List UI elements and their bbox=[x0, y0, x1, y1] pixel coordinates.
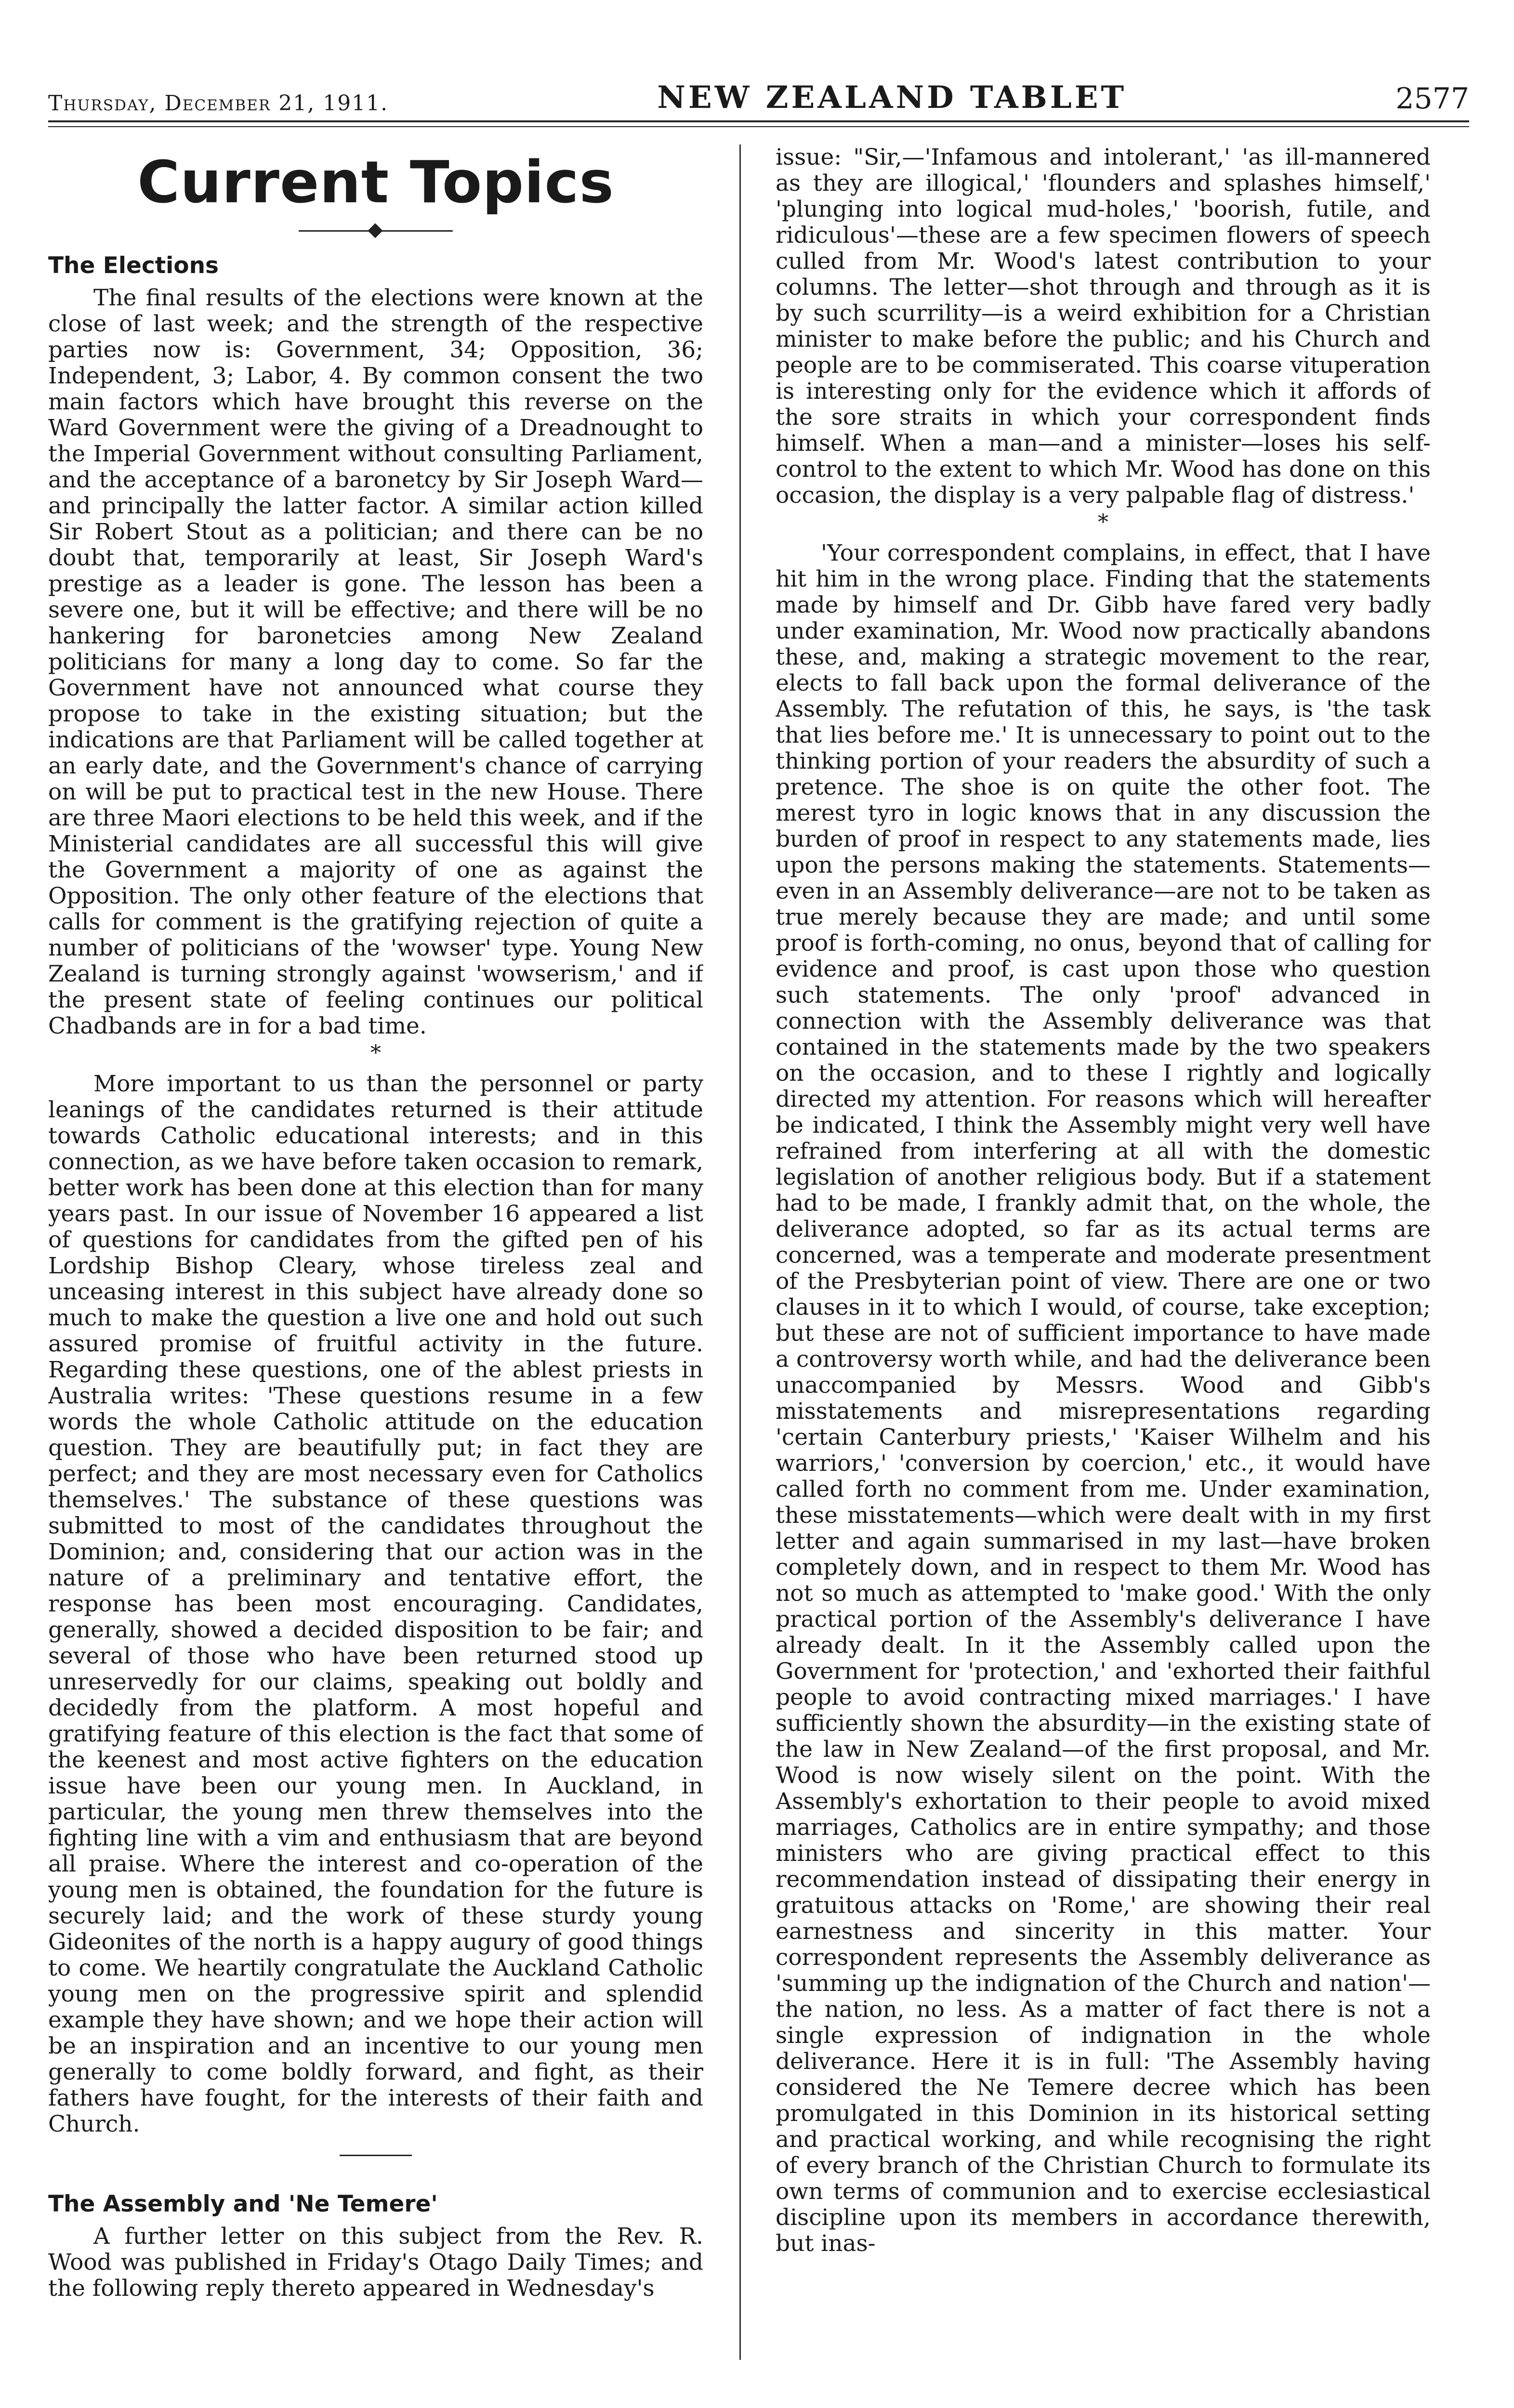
header-rule-thick bbox=[48, 120, 1469, 122]
left-column bbox=[48, 144, 703, 2384]
paragraph: issue: "Sir,—'Infamous and intolerant,' 'as ill-mannered as they are illogical,' 'flounders and splashes himself,' 'plunging into logical mud-holes,' 'boorish, futile, and ridiculous'—these are a few specimen flowers of speech culled from Mr. Wood's latest contribution to your columns. The letter—shot through and through as it is by such scurrility—is a weird exhibition for a Christian minister to make before the public; and his Church and people are to be commiserated. This coarse vituperation is interesting only for the evidence which it affords of the sore straits in which your correspondent finds himself. When a man—and a minister—loses his self-control to the extent to which Mr. Wood has done on this occasion, the display is a very palpable flag of distress.' bbox=[776, 144, 1431, 509]
column-divider bbox=[739, 144, 741, 2360]
issue-date: Thursday, December 21, 1911. bbox=[48, 91, 389, 116]
asterism: * bbox=[370, 1041, 381, 1065]
section-divider bbox=[340, 2155, 412, 2156]
subheading-elections: The Elections bbox=[48, 252, 219, 279]
paragraph: A further letter on this subject from the Rev. R. Wood was published in Friday's Otago Daily Times; and the following reply thereto appeared in Wednesday's bbox=[48, 2223, 703, 2302]
right-column bbox=[776, 144, 1431, 2384]
diamond-icon bbox=[368, 223, 382, 238]
header-rule-thin bbox=[48, 126, 1469, 127]
paragraph: The final results of the elections were known at the close of last week; and the strength of the respective parties now is: Government, 34; Opposition, 36; Independent, 3; Labor, 4. By common consent the two main factors which have brought this reverse on the Ward Government were the giving of a Dreadnought to the Imperial Government without consulting Parliament, and the acceptance of a baronetcy by Sir Joseph Ward—and principally the latter factor. A similar action killed Sir Robert Stout as a politician; and there can be no doubt that, temporarily at least, Sir Joseph Ward's prestige as a leader is gone. The lesson has been a severe one, but it will be effective; and there will be no hankering for baronetcies among New Zealand politicians for many a long day to come. So far the Government have not announced what course they propose to take in the existing situation; but the indications are that Parliament will be called together at an early date, and the Government's chance of carrying on will be put to practical test in the new House. There are three Maori elections to be held this week, and if the Ministerial candidates are all successful this will give the Government a majority of one as against the Opposition. The only other feature of the elections that calls for comment is the gratifying rejection of quite a number of politicians of the 'wowser' type. Young New Zealand is turning strongly against 'wowserism,' and if the present state of feeling continues our political Chadbands are in for a bad time. bbox=[48, 285, 703, 1039]
section-title: Current Topics bbox=[137, 149, 614, 216]
asterism: * bbox=[1098, 510, 1108, 535]
running-header bbox=[48, 72, 1469, 116]
title-ornament bbox=[48, 222, 703, 241]
paragraph: More important to us than the personnel or party leanings of the candidates returned is their attitude towards Catholic educational interests; and in this connection, as we have before taken occasion to remark, better work has been done at this election than for many years past. In our issue of November 16 appeared a list of questions for candidates from the gifted pen of his Lordship Bishop Cleary, whose tireless zeal and unceasing interest in this subject have already done so much to make the question a live one and hold out such assured promise of fruitful activity in the future. Regarding these questions, one of the ablest priests in Australia writes: 'These questions resume in a few words the whole Catholic attitude on the education question. They are beautifully put; in fact they are perfect; and they are most necessary even for Catholics themselves.' The substance of these questions was submitted to most of the candidates throughout the Dominion; and, considering that our action was in the nature of a preliminary and tentative effort, the response has been most encouraging. Candidates, generally, showed a decided disposition to be fair; and several of those who have been returned stood up unreservedly for our claims, speaking out boldly and decidedly from the platform. A most hopeful and gratifying feature of this election is the fact that some of the keenest and most active fighters on the education issue have been our young men. In Auckland, in particular, the young men threw themselves into the fighting line with a vim and enthusiasm that are beyond all praise. Where the interest and co-operation of the young men is obtained, the foundation for the future is securely laid; and the work of these sturdy young Gideonites of the north is a happy augury of good things to come. We heartily congratulate the Auckland Catholic young men on the progressive spirit and splendid example they have shown; and we hope their action will be an inspiration and an incentive to our young men generally to come boldly forward, and fight, as their fathers have fought, for the interests of their faith and Church. bbox=[48, 1071, 703, 2137]
page-number: 2577 bbox=[1396, 82, 1469, 116]
newspaper-title: NEW ZEALAND TABLET bbox=[657, 79, 1127, 116]
newspaper-page bbox=[48, 72, 1469, 2408]
paragraph: 'Your correspondent complains, in effect, that I have hit him in the wrong place. Finding that the statements made by himself and Dr. Gibb have fared very badly under examination, Mr. Wood now practically abandons these, and, making a strategic movement to the rear, elects to fall back upon the formal deliverance of the Assembly. The refutation of this, he says, is 'the task that lies before me.' It is unnecessary to point out to the thinking portion of your readers the absurdity of such a pretence. The shoe is on quite the other foot. The merest tyro in logic knows that in any discussion the burden of proof in respect to any statements made, lies upon the persons making the statements. Statements—even in an Assembly deliverance—are not to be taken as true merely because they are made; and until some proof is forth-coming, no onus, beyond that of calling for evidence and proof, is cast upon those who question such statements. The only 'proof' advanced in connection with the Assembly deliverance was that contained in the statements made by the two speakers on the occasion, and to these I rightly and logically directed my attention. For reasons which will hereafter be indicated, I think the Assembly might very well have refrained from interfering at all with the domestic legislation of another religious body. But if a statement had to be made, I frankly admit that, on the whole, the deliverance adopted, so far as its actual terms are concerned, was a temperate and moderate presentment of the Presbyterian point of view. There are one or two clauses in it to which I would, of course, take exception; but these are not of sufficient importance to have made a controversy worth while, and had the deliverance been unaccompanied by Messrs. Wood and Gibb's misstatements and misrepresentations regarding 'certain Canterbury priests,' 'Kaiser Wilhelm and his warriors,' 'conversion by coercion,' etc., it would have called forth no comment from me. Under examination, these misstatements—which were dealt with in my first letter and again summarised in my last—have broken completely down, and in respect to them Mr. Wood has not so much as attempted to 'make good.' With the only practical portion of the Assembly's deliverance I have already dealt. In it the Assembly called upon the Government for 'protection,' and 'exhorted their faithful people to avoid contracting mixed marriages.' I have sufficiently shown the absurdity—in the existing state of the law in New Zealand—of the first proposal, and Mr. Wood is now wisely silent on the point. With the Assembly's exhortation to their people to avoid mixed marriages, Catholics are in entire sympathy; and those ministers who are giving practical effect to this recommendation instead of dissipating their energy in gratuitous attacks on 'Rome,' are showing their real earnestness and sincerity in this matter. Your correspondent represents the Assembly deliverance as 'summing up the indignation of the Church and nation'—the nation, no less. As a matter of fact there is not a single expression of indignation in the whole deliverance. Here it is in full: 'The Assembly having considered the Ne Temere decree which has been promulgated in this Dominion in its historical setting and practical working, and while recognising the right of every branch of the Christian Church to formulate its own terms of communion and to exercise ecclesiastical discipline upon its members in accordance therewith, but inas- bbox=[776, 540, 1431, 2257]
subheading-assembly: The Assembly and 'Ne Temere' bbox=[48, 2191, 438, 2217]
